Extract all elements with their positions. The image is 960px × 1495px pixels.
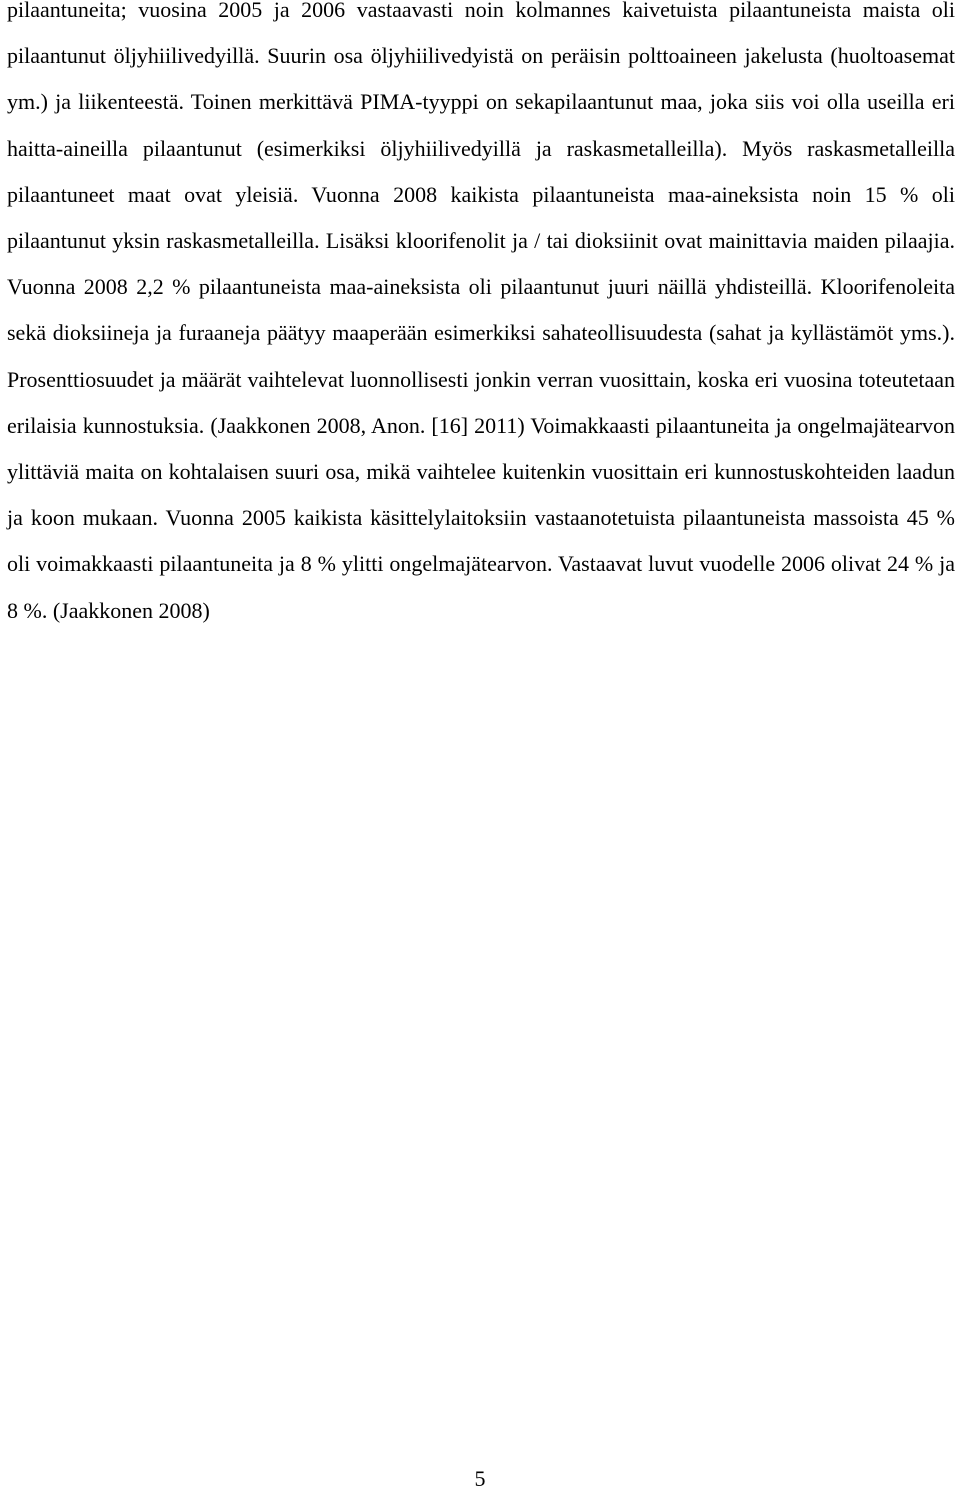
- body-paragraph: pilaantuneita; vuosina 2005 ja 2006 vastaavasti noin kolmannes kaivetuista pilaantuneista maista oli pilaantunut öljyhiilivedyillä. Suurin osa öljyhiilivedyistä on peräisin polttoaineen jakelusta (huoltoasemat ym.) ja liikenteestä. Toinen merkittävä PIMA-tyyppi on sekapilaantunut maa, joka siis voi olla useilla eri haitta-aineilla pilaantunut (esimerkiksi öljyhiilivedyillä ja raskasmetalleilla). Myös raskasmetalleilla pilaantuneet maat ovat yleisiä. Vuonna 2008 kaikista pilaantuneista maa-aineksista noin 15 % oli pilaantunut yksin raskasmetalleilla. Lisäksi kloorifenolit ja / tai dioksiinit ovat mainittavia maiden pilaajia. Vuonna 2008 2,2 % pilaantuneista maa-aineksista oli pilaantunut juuri näillä yhdisteillä. Kloorifenoleita sekä dioksiineja ja furaaneja päätyy maaperään esimerkiksi sahateollisuudesta (sahat ja kyllästämöt yms.). Prosenttiosuudet ja määrät vaihtelevat luonnollisesti jonkin verran vuosittain, koska eri vuosina toteutetaan erilaisia kunnostuksia. (Jaakkonen 2008, Anon. [16] 2011) Voimakkaasti pilaantuneita ja ongelmajätearvon ylittäviä maita on kohtalaisen suuri osa, mikä vaihtelee kuitenkin vuosittain eri kunnostuskohteiden laadun ja koon mukaan. Vuonna 2005 kaikista käsittelylaitoksiin vastaanotetuista pilaantuneista massoista 45 % oli voimakkaasti pilaantuneita ja 8 % ylitti ongelmajätearvon. Vastaavat luvut vuodelle 2006 olivat 24 % ja 8 %. (Jaakkonen 2008): [7, 0, 955, 623]
- page-number: 5: [474, 1466, 486, 1491]
